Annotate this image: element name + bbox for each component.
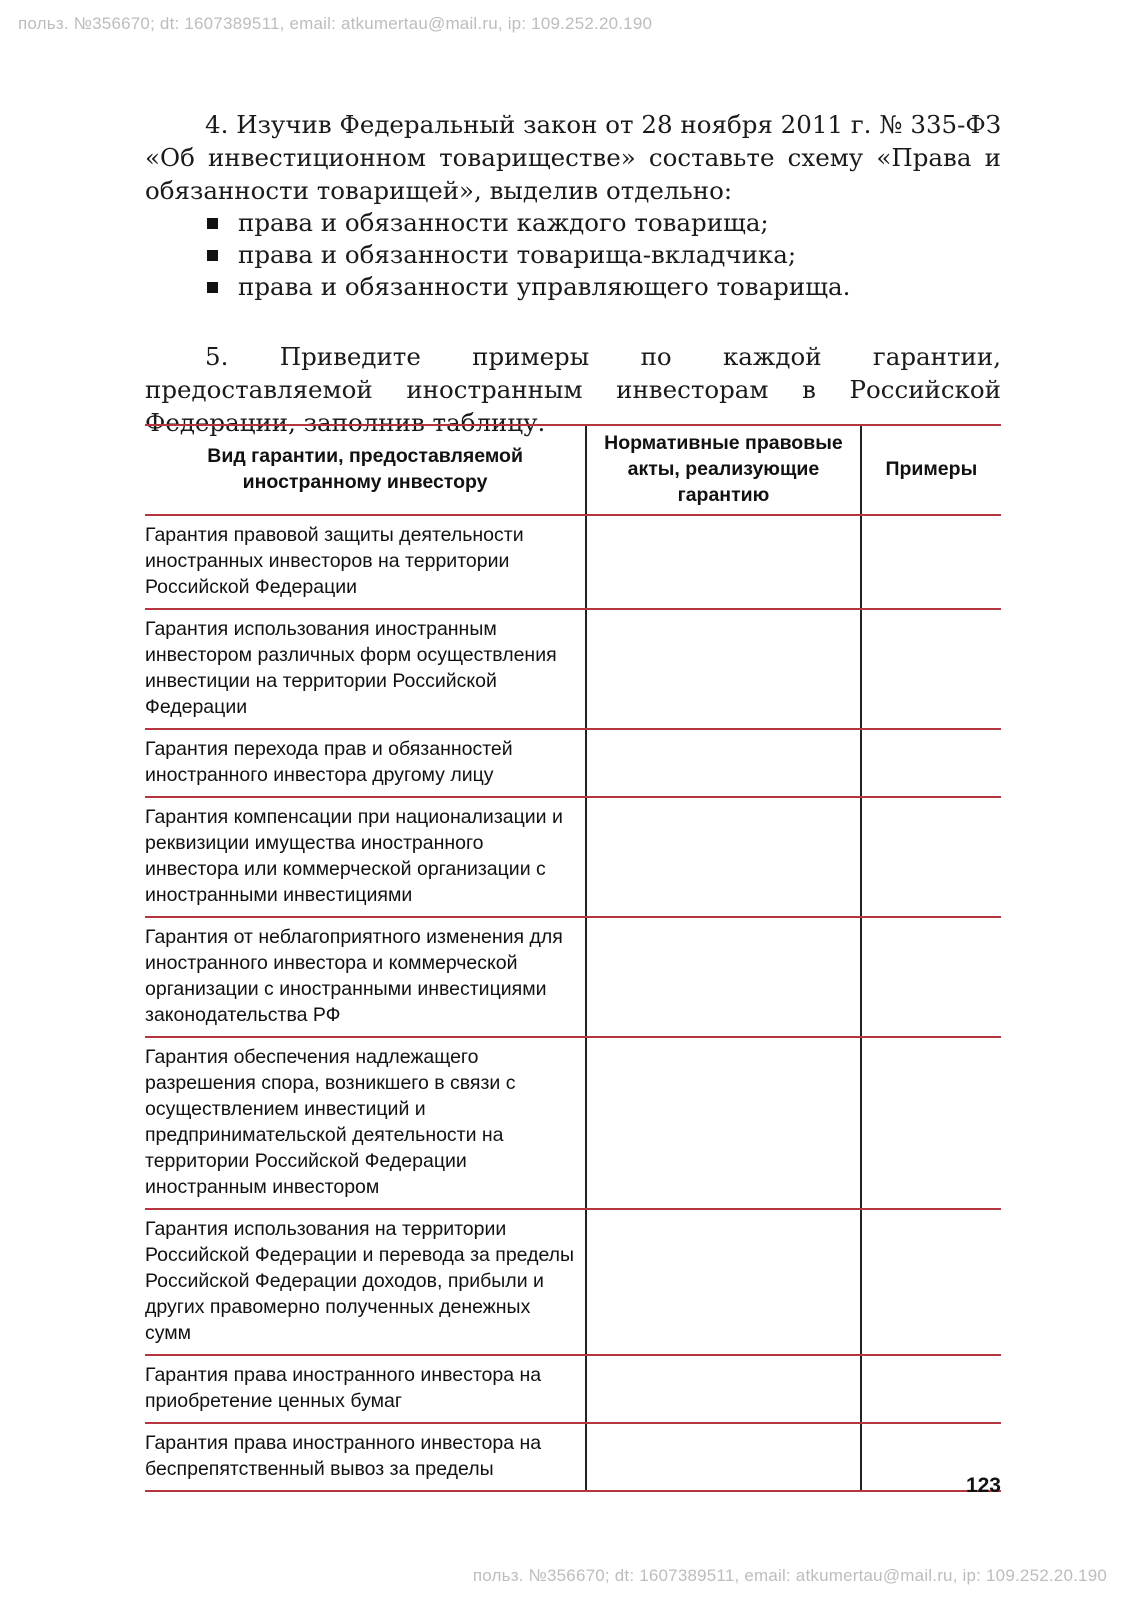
square-bullet-icon bbox=[207, 282, 218, 293]
square-bullet-icon bbox=[207, 250, 218, 261]
examples-cell[interactable] bbox=[861, 729, 1001, 797]
table-row bbox=[145, 1037, 1001, 1209]
guarantee-cell: Гарантия права иностранного инвестора на приобретение ценных бумаг bbox=[145, 1355, 586, 1423]
table-row bbox=[145, 917, 1001, 1037]
task-4 bbox=[145, 108, 1001, 303]
guarantee-cell: Гарантия правовой защиты деятельности иностранных инвесторов на территории Российской Федерации bbox=[145, 515, 586, 609]
bullet-text: права и обязанности каждого товарища; bbox=[238, 208, 769, 237]
table-row bbox=[145, 729, 1001, 797]
list-item bbox=[207, 271, 1001, 303]
legal-acts-cell[interactable] bbox=[586, 515, 861, 609]
table-row bbox=[145, 1209, 1001, 1355]
examples-cell[interactable] bbox=[861, 797, 1001, 917]
table-row bbox=[145, 1423, 1001, 1491]
list-item bbox=[207, 207, 1001, 239]
task-4-text bbox=[145, 108, 1001, 207]
guarantees-table bbox=[145, 424, 1001, 1492]
examples-cell[interactable] bbox=[861, 515, 1001, 609]
task-4-bullet-list bbox=[145, 207, 1001, 303]
legal-acts-cell[interactable] bbox=[586, 1209, 861, 1355]
bullet-text: права и обязанности управляющего товарища. bbox=[238, 272, 851, 301]
guarantee-cell: Гарантия перехода прав и обязанностей иностранного инвестора другому лицу bbox=[145, 729, 586, 797]
legal-acts-cell[interactable] bbox=[586, 609, 861, 729]
examples-cell[interactable] bbox=[861, 609, 1001, 729]
legal-acts-cell[interactable] bbox=[586, 797, 861, 917]
examples-cell[interactable] bbox=[861, 1355, 1001, 1423]
guarantee-cell: Гарантия использования на территории Российской Федерации и перевода за пределы Российской Федерации доходов, прибыли и других правомерно полученных денежных сумм bbox=[145, 1209, 586, 1355]
guarantee-cell: Гарантия обеспечения надлежащего разрешения спора, возникшего в связи с осуществлением инвестиций и предпринимательской деятельности на территории Российской Федерации иностранным инвестором bbox=[145, 1037, 586, 1209]
guarantee-cell: Гарантия от неблагоприятного изменения для иностранного инвестора и коммерческой организации с иностранными инвестициями законодательства РФ bbox=[145, 917, 586, 1037]
table-row bbox=[145, 515, 1001, 609]
legal-acts-cell[interactable] bbox=[586, 1423, 861, 1491]
header-guarantee-type: Вид гарантии, предоставляемой иностранному инвестору bbox=[145, 425, 586, 515]
guarantee-cell: Гарантия права иностранного инвестора на беспрепятственный вывоз за пределы bbox=[145, 1423, 586, 1491]
legal-acts-cell[interactable] bbox=[586, 729, 861, 797]
bullet-text: права и обязанности товарища-вкладчика; bbox=[238, 240, 797, 269]
task-4-text-content: 4. Изучив Федеральный закон от 28 ноября 2011 г. № 335-ФЗ «Об инвестиционном товариществе» составьте схему «Права и обязанности товарищей», выделив отдельно: bbox=[145, 110, 1001, 205]
guarantee-cell: Гарантия использования иностранным инвестором различных форм осуществления инвестиции на территории Российской Федерации bbox=[145, 609, 586, 729]
legal-acts-cell[interactable] bbox=[586, 1037, 861, 1209]
examples-cell[interactable] bbox=[861, 1037, 1001, 1209]
guarantee-cell: Гарантия компенсации при национализации и реквизиции имущества иностранного инвестора или коммерческой организации с иностранными инвестициями bbox=[145, 797, 586, 917]
legal-acts-cell[interactable] bbox=[586, 1355, 861, 1423]
table-row bbox=[145, 609, 1001, 729]
header-examples: Примеры bbox=[861, 425, 1001, 515]
square-bullet-icon bbox=[207, 218, 218, 229]
task-5-text-content: 5. Приведите примеры по каждой гарантии, предоставляемой иностранным инвесторам в Российской Федерации, заполнив таблицу. bbox=[145, 342, 1001, 437]
table-row bbox=[145, 797, 1001, 917]
watermark-bottom: польз. №356670; dt: 1607389511, email: atkumertau@mail.ru, ip: 109.252.20.190 bbox=[472, 1566, 1107, 1585]
legal-acts-cell[interactable] bbox=[586, 917, 861, 1037]
examples-cell[interactable] bbox=[861, 1209, 1001, 1355]
list-item bbox=[207, 239, 1001, 271]
examples-cell[interactable] bbox=[861, 917, 1001, 1037]
header-legal-acts: Нормативные правовые акты, реализующие гарантию bbox=[586, 425, 861, 515]
table-header-row bbox=[145, 425, 1001, 515]
watermark-top: польз. №356670; dt: 1607389511, email: atkumertau@mail.ru, ip: 109.252.20.190 bbox=[18, 14, 653, 33]
table-row bbox=[145, 1355, 1001, 1423]
page-number: 123 bbox=[965, 1474, 1001, 1497]
